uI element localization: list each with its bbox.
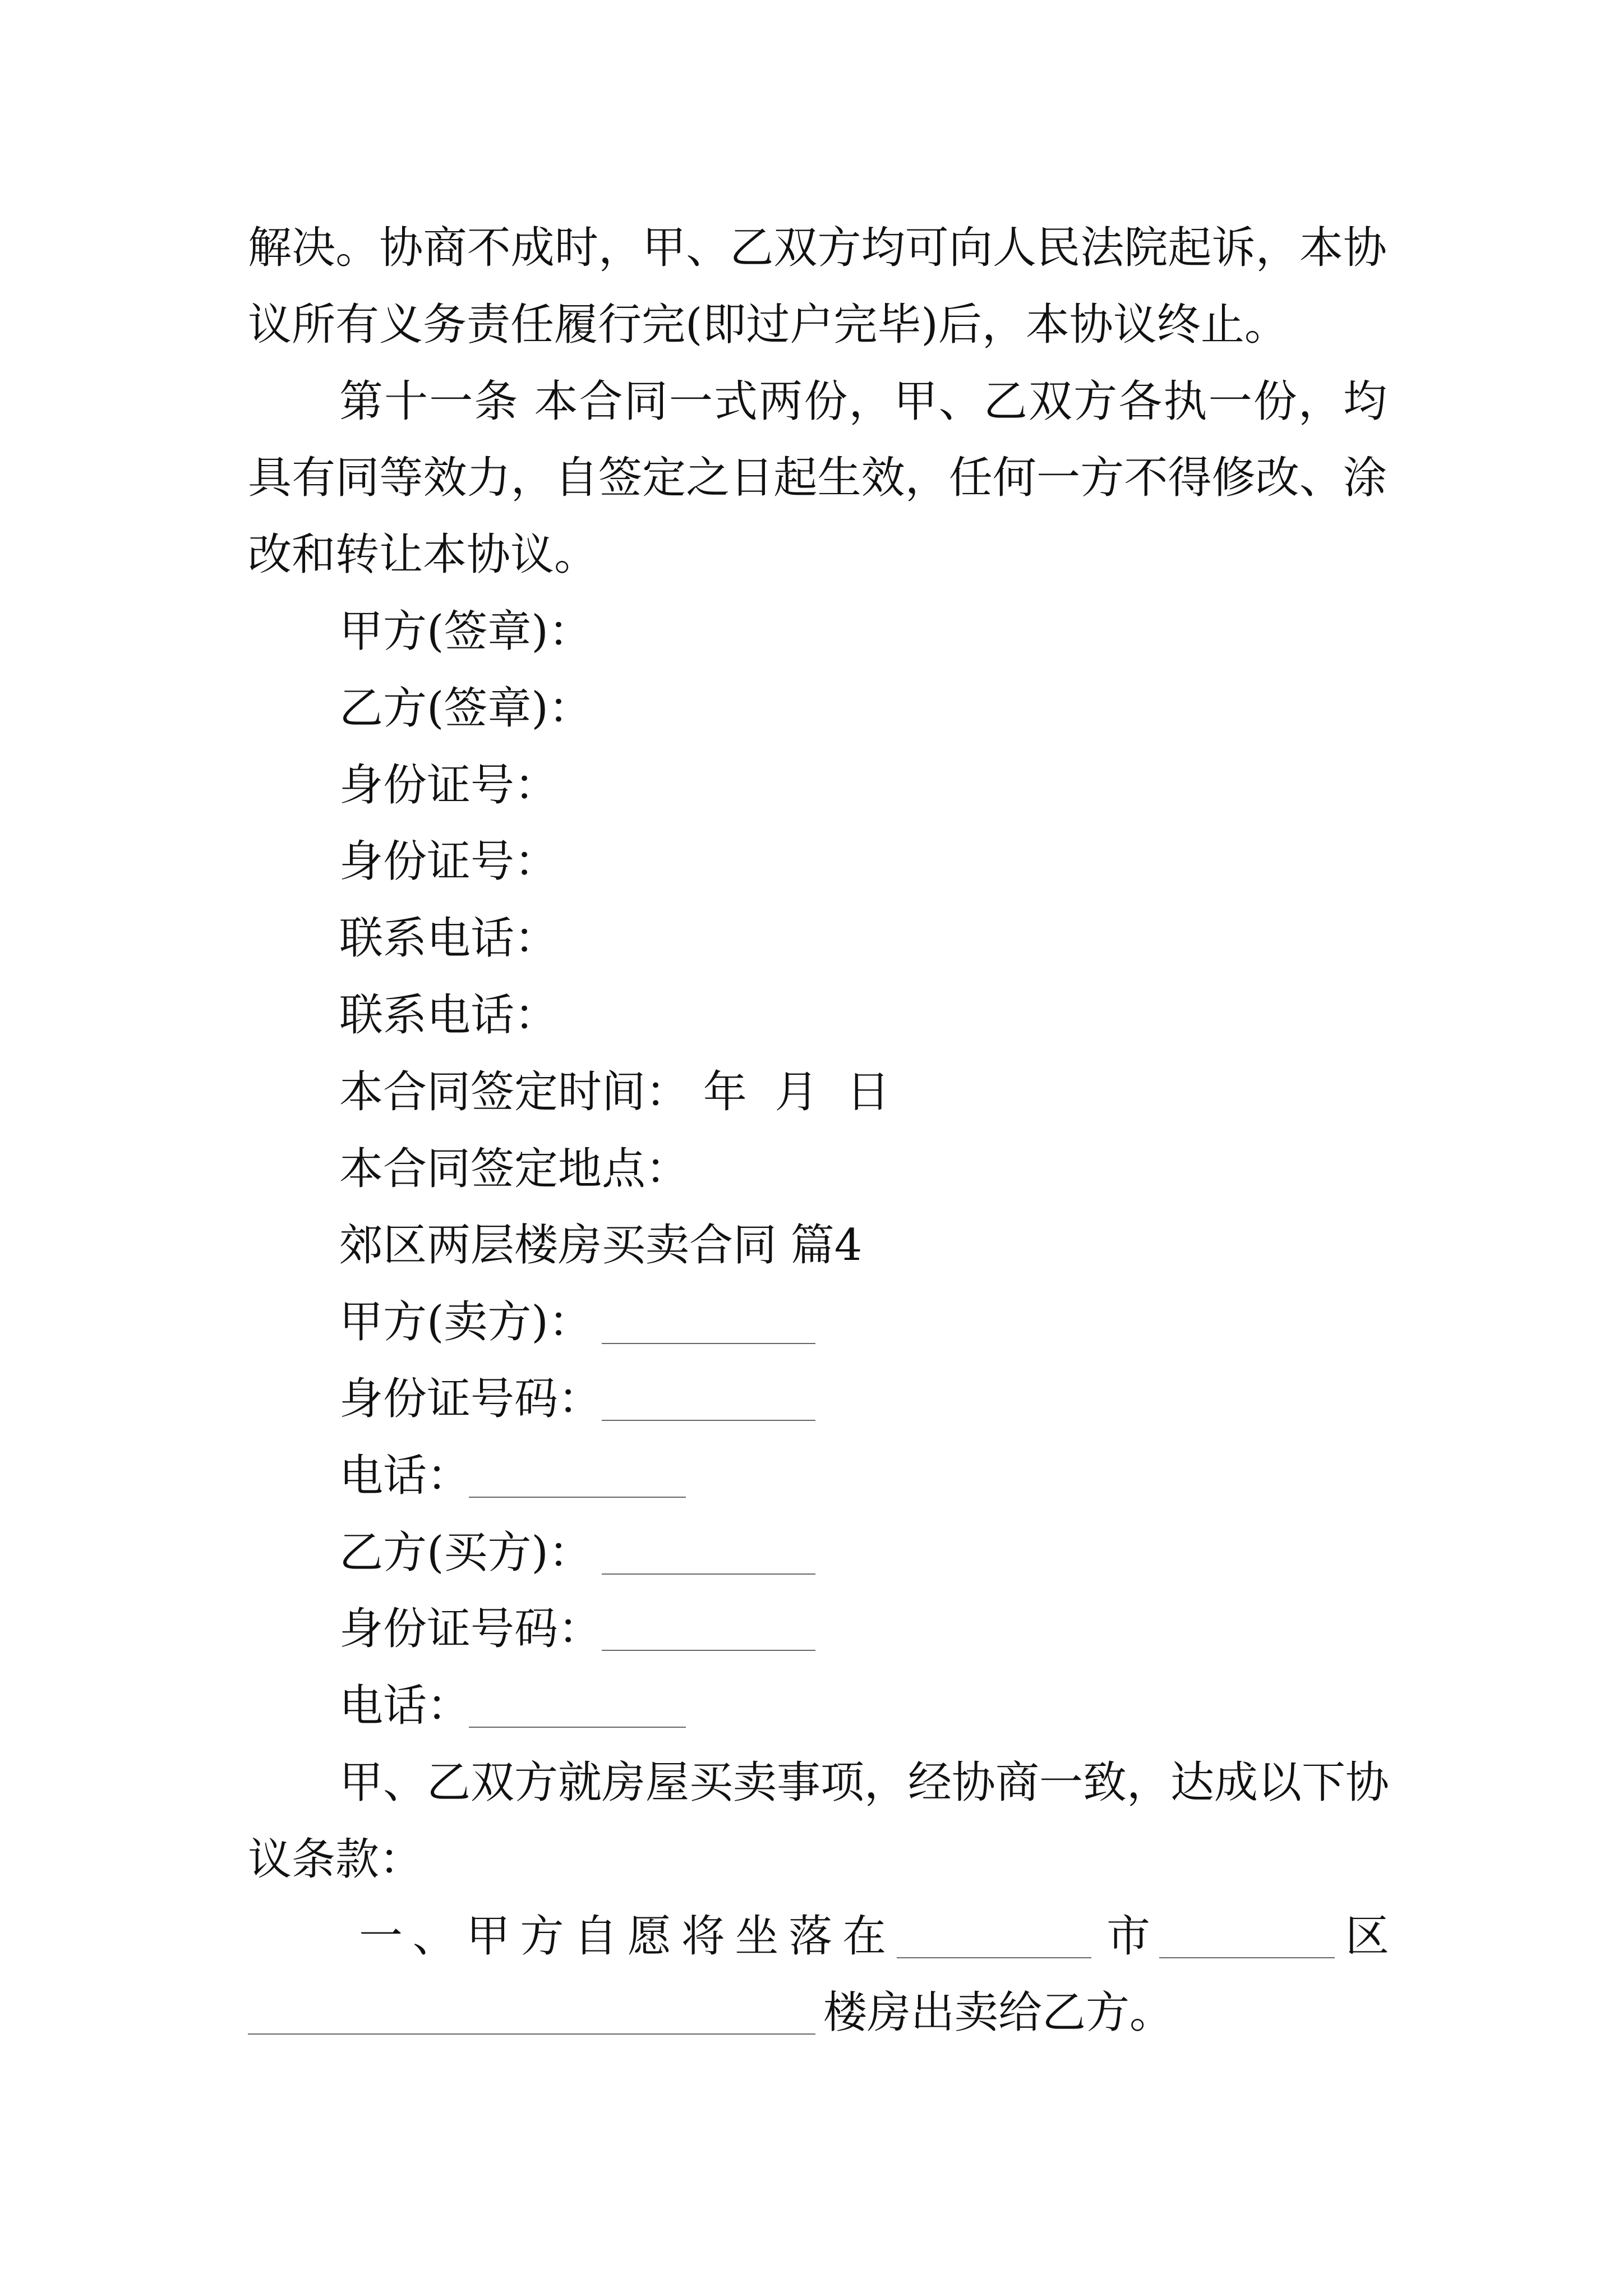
party-a-phone-label: 联系电话：: [339, 913, 559, 964]
signing-date-label: 本合同签定时间： 年 月 日: [339, 1067, 890, 1117]
clause-1-city-suffix: 市: [1106, 1911, 1151, 1962]
preamble-line-1: 甲、乙双方就房屋买卖事项，经协商一致，达成以下协: [339, 1757, 1390, 1808]
city-blank: [897, 1957, 1091, 1958]
article-11-line-3: 改和转让本协议。: [248, 530, 598, 580]
preamble-line-2: 议条款：: [248, 1834, 423, 1885]
article-11-line-2: 具有同等效力，自签定之日起生效，任何一方不得修改、涂: [248, 453, 1387, 503]
party-a-seal-label: 甲方(签章)：: [339, 606, 592, 657]
seller-name-blank: [602, 1343, 815, 1344]
clause-1-lead: 一、甲方自愿将坐落在: [359, 1911, 886, 1962]
seller-phone-label: 电话：: [339, 1451, 471, 1501]
continued-clause-line-2: 议所有义务责任履行完(即过户完毕)后，本协议终止。: [248, 300, 1288, 350]
section-heading: 郊区两层楼房买卖合同 篇4: [339, 1220, 863, 1271]
party-b-id-label: 身份证号：: [339, 836, 559, 887]
seller-label: 甲方(卖方)：: [339, 1297, 592, 1347]
buyer-id-label: 身份证号码：: [339, 1604, 602, 1654]
seller-id-blank: [602, 1420, 815, 1421]
buyer-phone-label: 电话：: [339, 1681, 471, 1731]
signing-place-label: 本合同签定地点：: [339, 1144, 690, 1194]
party-a-id-label: 身份证号：: [339, 760, 559, 811]
buyer-id-blank: [602, 1650, 815, 1651]
article-11-line-1: 第十一条 本合同一式两份，甲、乙双方各执一份，均: [339, 376, 1387, 427]
continued-clause-line-1: 解决。协商不成时，甲、乙双方均可向人民法院起诉，本协: [248, 223, 1387, 273]
party-b-seal-label: 乙方(签章)：: [339, 683, 592, 734]
seller-id-label: 身份证号码：: [339, 1374, 602, 1424]
clause-1-district-suffix: 区: [1345, 1911, 1390, 1962]
party-b-phone-label: 联系电话：: [339, 990, 559, 1041]
buyer-name-blank: [602, 1573, 815, 1575]
property-address-blank: [248, 2033, 815, 2035]
buyer-phone-blank: [469, 1727, 686, 1728]
buyer-label: 乙方(买方)：: [339, 1527, 592, 1578]
seller-phone-blank: [469, 1497, 686, 1498]
clause-1-tail: 楼房出卖给乙方。: [823, 1987, 1174, 2038]
district-blank: [1159, 1957, 1335, 1958]
